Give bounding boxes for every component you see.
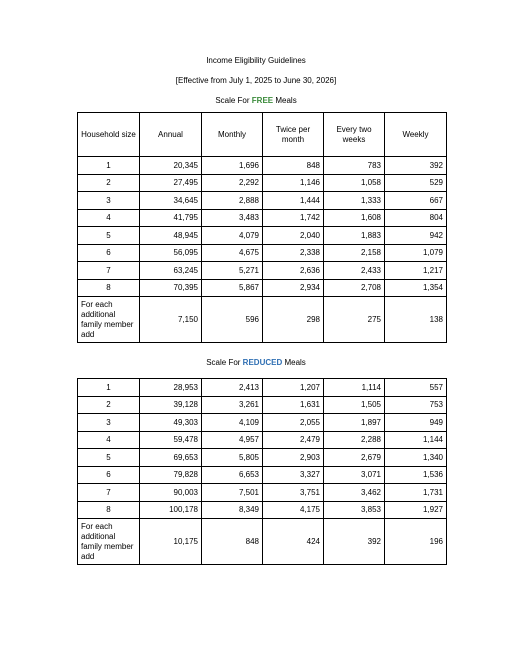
table-row xyxy=(78,174,447,192)
additional-member-label: For each additional family member add xyxy=(78,519,140,565)
additional-member-value: 275 xyxy=(324,297,385,343)
table-row xyxy=(78,501,447,519)
income-cell: 1,354 xyxy=(385,279,447,297)
income-cell: 2,055 xyxy=(263,414,324,432)
header-row xyxy=(78,113,447,157)
household-size-cell: 2 xyxy=(78,174,140,192)
income-cell: 557 xyxy=(385,379,447,397)
table-row xyxy=(78,279,447,297)
income-cell: 34,645 xyxy=(140,192,202,210)
income-cell: 2,040 xyxy=(263,227,324,245)
income-cell: 3,327 xyxy=(263,466,324,484)
income-cell: 2,433 xyxy=(324,262,385,280)
household-size-cell: 3 xyxy=(78,192,140,210)
household-size-cell: 4 xyxy=(78,209,140,227)
income-cell: 3,751 xyxy=(263,484,324,502)
income-cell: 2,708 xyxy=(324,279,385,297)
household-size-cell: 7 xyxy=(78,484,140,502)
additional-member-row xyxy=(78,519,447,565)
household-size-cell: 8 xyxy=(78,279,140,297)
column-header: Annual xyxy=(140,113,202,157)
household-size-cell: 6 xyxy=(78,244,140,262)
reduced-heading-prefix: Scale For xyxy=(206,358,243,367)
income-cell: 39,128 xyxy=(140,396,202,414)
reduced-heading-highlight: REDUCED xyxy=(242,358,283,367)
household-size-cell: 8 xyxy=(78,501,140,519)
income-cell: 2,338 xyxy=(263,244,324,262)
income-cell: 4,675 xyxy=(202,244,263,262)
household-size-cell: 6 xyxy=(78,466,140,484)
additional-member-value: 10,175 xyxy=(140,519,202,565)
income-cell: 2,288 xyxy=(324,431,385,449)
income-cell: 942 xyxy=(385,227,447,245)
income-cell: 1,631 xyxy=(263,396,324,414)
column-header: Weekly xyxy=(385,113,447,157)
free-scale-heading xyxy=(0,96,512,105)
document-title: Income Eligibility Guidelines xyxy=(206,56,306,65)
income-cell: 1,217 xyxy=(385,262,447,280)
table-row xyxy=(78,396,447,414)
reduced-heading-suffix: Meals xyxy=(282,358,306,367)
income-cell: 4,079 xyxy=(202,227,263,245)
additional-member-value: 848 xyxy=(202,519,263,565)
income-cell: 1,058 xyxy=(324,174,385,192)
income-cell: 1,608 xyxy=(324,209,385,227)
income-cell: 1,079 xyxy=(385,244,447,262)
household-size-cell: 1 xyxy=(78,157,140,175)
free-meals-table xyxy=(77,112,447,343)
income-cell: 5,805 xyxy=(202,449,263,467)
income-cell: 2,903 xyxy=(263,449,324,467)
income-cell: 2,888 xyxy=(202,192,263,210)
additional-member-value: 298 xyxy=(263,297,324,343)
table-row xyxy=(78,449,447,467)
column-header: Twice per month xyxy=(263,113,324,157)
table-row xyxy=(78,157,447,175)
income-cell: 3,853 xyxy=(324,501,385,519)
income-cell: 2,636 xyxy=(263,262,324,280)
additional-member-value: 392 xyxy=(324,519,385,565)
table-row xyxy=(78,484,447,502)
household-size-cell: 4 xyxy=(78,431,140,449)
income-cell: 1,742 xyxy=(263,209,324,227)
income-cell: 1,146 xyxy=(263,174,324,192)
income-cell: 49,303 xyxy=(140,414,202,432)
income-cell: 1,731 xyxy=(385,484,447,502)
income-cell: 1,144 xyxy=(385,431,447,449)
household-size-cell: 3 xyxy=(78,414,140,432)
income-cell: 3,483 xyxy=(202,209,263,227)
income-cell: 20,345 xyxy=(140,157,202,175)
income-cell: 4,957 xyxy=(202,431,263,449)
income-cell: 79,828 xyxy=(140,466,202,484)
income-cell: 41,795 xyxy=(140,209,202,227)
income-cell: 7,501 xyxy=(202,484,263,502)
income-cell: 1,883 xyxy=(324,227,385,245)
income-cell: 1,444 xyxy=(263,192,324,210)
income-cell: 90,003 xyxy=(140,484,202,502)
additional-member-value: 596 xyxy=(202,297,263,343)
table-row xyxy=(78,192,447,210)
income-cell: 69,653 xyxy=(140,449,202,467)
table-row xyxy=(78,466,447,484)
additional-member-value: 196 xyxy=(385,519,447,565)
table-row xyxy=(78,262,447,280)
income-cell: 8,349 xyxy=(202,501,263,519)
income-cell: 2,479 xyxy=(263,431,324,449)
income-cell: 5,271 xyxy=(202,262,263,280)
additional-member-label: For each additional family member add xyxy=(78,297,140,343)
income-cell: 1,927 xyxy=(385,501,447,519)
income-cell: 2,679 xyxy=(324,449,385,467)
household-size-cell: 2 xyxy=(78,396,140,414)
income-cell: 1,536 xyxy=(385,466,447,484)
income-cell: 949 xyxy=(385,414,447,432)
column-header: Monthly xyxy=(202,113,263,157)
additional-member-value: 424 xyxy=(263,519,324,565)
reduced-meals-table xyxy=(77,378,447,565)
income-cell: 848 xyxy=(263,157,324,175)
income-cell: 56,095 xyxy=(140,244,202,262)
effective-dates: [Effective from July 1, 2025 to June 30, 2026] xyxy=(175,76,337,85)
income-cell: 2,413 xyxy=(202,379,263,397)
column-header: Household size xyxy=(78,113,140,157)
column-header: Every two weeks xyxy=(324,113,385,157)
table-row xyxy=(78,244,447,262)
income-cell: 5,867 xyxy=(202,279,263,297)
income-cell: 28,953 xyxy=(140,379,202,397)
household-size-cell: 1 xyxy=(78,379,140,397)
income-cell: 753 xyxy=(385,396,447,414)
additional-member-value: 138 xyxy=(385,297,447,343)
additional-member-row xyxy=(78,297,447,343)
income-cell: 1,897 xyxy=(324,414,385,432)
reduced-scale-heading xyxy=(0,358,512,367)
income-cell: 3,261 xyxy=(202,396,263,414)
income-cell: 804 xyxy=(385,209,447,227)
income-cell: 63,245 xyxy=(140,262,202,280)
income-cell: 3,071 xyxy=(324,466,385,484)
income-cell: 667 xyxy=(385,192,447,210)
income-cell: 1,505 xyxy=(324,396,385,414)
income-cell: 70,395 xyxy=(140,279,202,297)
income-cell: 529 xyxy=(385,174,447,192)
household-size-cell: 7 xyxy=(78,262,140,280)
income-cell: 392 xyxy=(385,157,447,175)
income-cell: 2,158 xyxy=(324,244,385,262)
income-cell: 4,175 xyxy=(263,501,324,519)
income-cell: 2,292 xyxy=(202,174,263,192)
income-cell: 2,934 xyxy=(263,279,324,297)
income-cell: 3,462 xyxy=(324,484,385,502)
income-cell: 100,178 xyxy=(140,501,202,519)
income-cell: 59,478 xyxy=(140,431,202,449)
free-heading-suffix: Meals xyxy=(273,96,297,105)
table-row xyxy=(78,414,447,432)
table-row xyxy=(78,431,447,449)
income-cell: 4,109 xyxy=(202,414,263,432)
income-cell: 27,495 xyxy=(140,174,202,192)
income-cell: 6,653 xyxy=(202,466,263,484)
table-row xyxy=(78,379,447,397)
table-row xyxy=(78,227,447,245)
income-cell: 1,114 xyxy=(324,379,385,397)
free-heading-highlight: FREE xyxy=(251,96,274,105)
table-row xyxy=(78,209,447,227)
household-size-cell: 5 xyxy=(78,449,140,467)
income-cell: 1,207 xyxy=(263,379,324,397)
income-cell: 783 xyxy=(324,157,385,175)
income-cell: 1,696 xyxy=(202,157,263,175)
household-size-cell: 5 xyxy=(78,227,140,245)
additional-member-value: 7,150 xyxy=(140,297,202,343)
free-heading-prefix: Scale For xyxy=(215,96,252,105)
income-cell: 1,333 xyxy=(324,192,385,210)
income-cell: 48,945 xyxy=(140,227,202,245)
income-cell: 1,340 xyxy=(385,449,447,467)
